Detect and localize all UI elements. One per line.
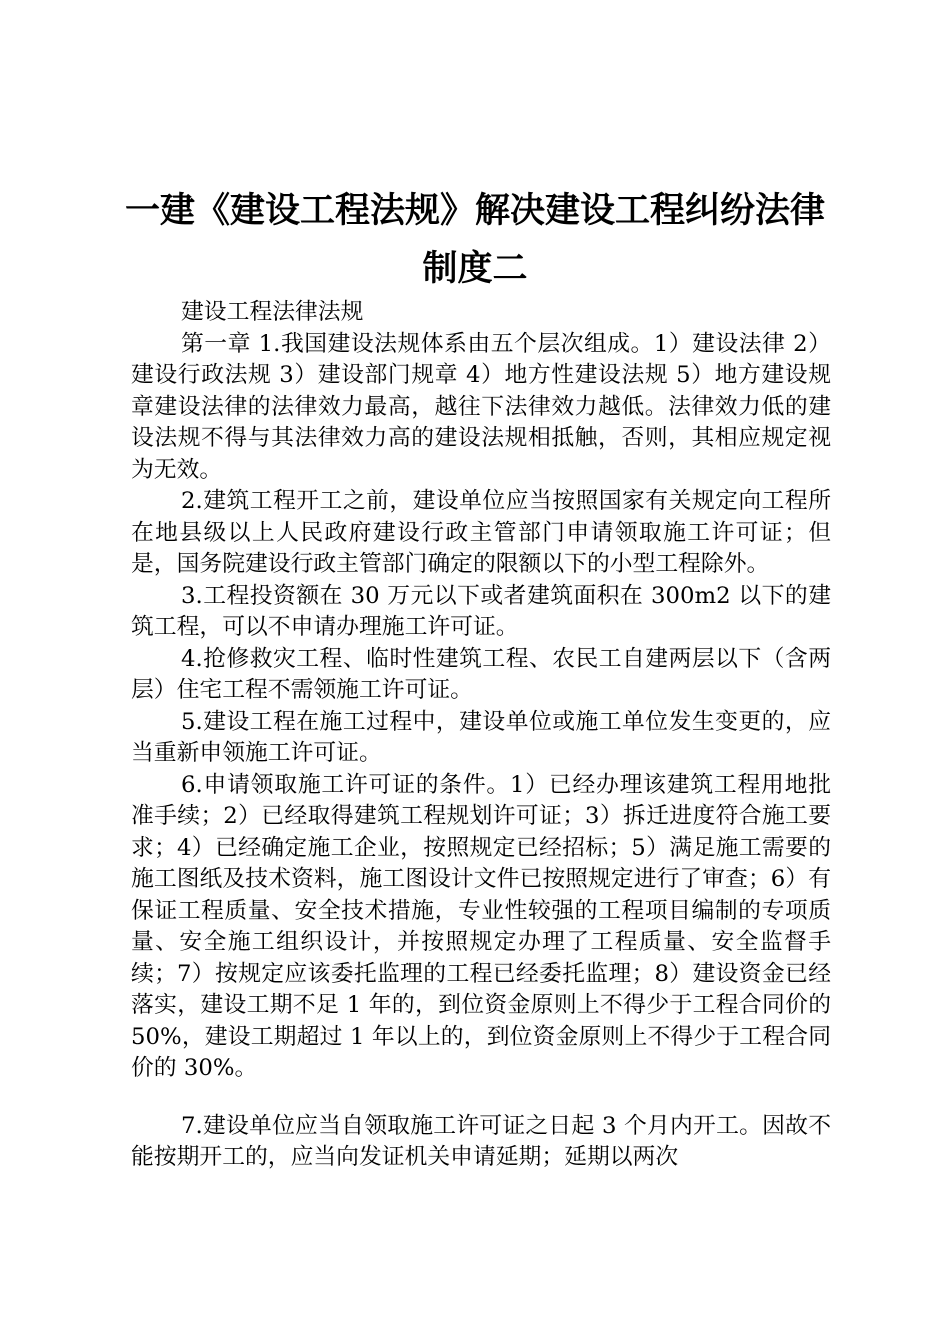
document-title-line-2: 制度二	[422, 249, 528, 289]
paragraph-6: 6.申请领取施工许可证的条件。1）已经办理该建筑工程用地批准手续；2）已经取得建筑工程规划许可证；3）拆迁进度符合施工要求；4）已经确定施工企业，按照规定已经招标；5）满足施工需要的施工图纸及技术资料，施工图设计文件已按照规定进行了审查；6）有保证工程质量、安全技术措施，专业性较强的工程项目编制的专项质量、安全施工组织设计，并按照规定办理了工程质量、安全监督手续；7）按规定应该委托监理的工程已经委托监理；8）建设资金已经落实，建设工期不足 1 年的，到位资金原则上不得少于工程合同价的 50%，建设工期超过 1 年以上的，到位资金原则上不得少于工程合同价的 30%。	[131, 771, 831, 1081]
document-body	[131, 297, 831, 1174]
paragraph-7: 7.建设单位应当自领取施工许可证之日起 3 个月内开工。因故不能按期开工的，应当向发证机关申请延期；延期以两次	[131, 1112, 831, 1170]
document-title-line-1: 一建《建设工程法规》解决建设工程纠纷法律	[124, 191, 825, 231]
section-heading: 建设工程法律法规	[181, 299, 364, 325]
paragraph-2: 2.建筑工程开工之前，建设单位应当按照国家有关规定向工程所在地县级以上人民政府建设行政主管部门申请领取施工许可证；但是，国务院建设行政主管部门确定的限额以下的小型工程除外。	[131, 488, 831, 577]
paragraph-5: 5.建设工程在施工过程中，建设单位或施工单位发生变更的，应当重新申领施工许可证。	[131, 708, 831, 766]
paragraph-3: 3.工程投资额在 30 万元以下或者建筑面积在 300m2 以下的建筑工程，可以不申请办理施工许可证。	[131, 582, 831, 640]
paragraph-1: 第一章 1.我国建设法规体系由五个层次组成。1）建设法律 2）建设行政法规 3）建设部门规章 4）地方性建设法规 5）地方建设规章建设法律的法律效力最高，越往下法律效力越低。法律效力低的建设法规不得与其法律效力高的建设法规相抵触，否则，其相应规定视为无效。	[131, 330, 831, 483]
paragraph-4: 4.抢修救灾工程、临时性建筑工程、农民工自建两层以下（含两层）住宅工程不需领施工许可证。	[131, 645, 831, 703]
